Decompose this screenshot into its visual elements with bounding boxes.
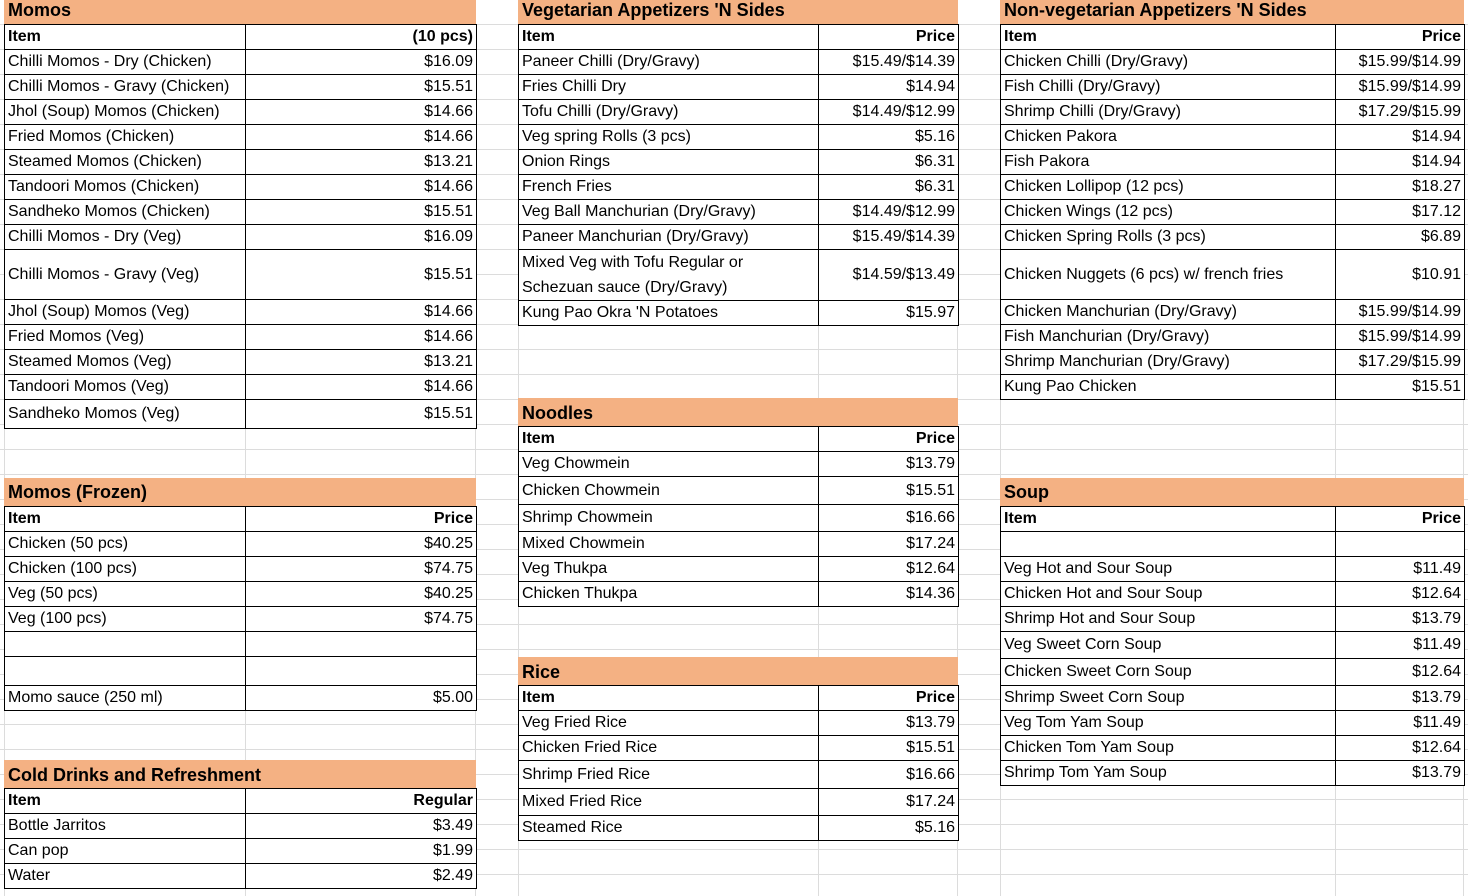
item-name-cell: Chilli Momos - Gravy (Chicken) — [5, 75, 246, 100]
table-header-row — [519, 686, 959, 711]
item-name-cell — [5, 632, 246, 657]
table-row — [519, 505, 959, 532]
table-row — [1001, 659, 1465, 686]
table-row — [5, 375, 477, 400]
table-row — [519, 125, 959, 150]
section-title: Non-vegetarian Appetizers 'N Sides — [1000, 0, 1464, 24]
item-price-cell: $14.66 — [246, 300, 477, 325]
table-row — [1001, 761, 1465, 786]
item-price-cell: $15.51 — [1336, 375, 1465, 400]
table-row — [1001, 632, 1465, 659]
section-title: Soup — [1000, 478, 1464, 506]
item-name-cell: Veg (50 pcs) — [5, 582, 246, 607]
item-name-cell: Chicken Wings (12 pcs) — [1001, 200, 1336, 225]
item-price-cell: $5.00 — [246, 686, 477, 711]
item-price-cell: $15.99/$14.99 — [1336, 75, 1465, 100]
column-header-price: (10 pcs) — [246, 25, 477, 50]
item-price-cell: $14.36 — [819, 582, 959, 607]
item-price-cell: $15.49/$14.39 — [819, 50, 959, 75]
item-name-cell: Chicken Hot and Sour Soup — [1001, 582, 1336, 607]
item-price-cell: $40.25 — [246, 532, 477, 557]
column-header-price: Price — [246, 507, 477, 532]
table-row — [519, 816, 959, 841]
rice-section — [518, 657, 958, 841]
menu-table — [1000, 506, 1465, 786]
item-price-cell: $15.99/$14.99 — [1336, 325, 1465, 350]
column-header-item: Item — [1001, 25, 1336, 50]
item-price-cell: $13.79 — [819, 711, 959, 736]
item-price-cell: $15.51 — [246, 250, 477, 300]
item-name-cell: Tofu Chilli (Dry/Gravy) — [519, 100, 819, 125]
table-row — [5, 225, 477, 250]
item-name-cell: Fries Chilli Dry — [519, 75, 819, 100]
item-name-cell: Steamed Momos (Chicken) — [5, 150, 246, 175]
nonveg-appetizers-section — [1000, 0, 1464, 400]
item-price-cell: $15.51 — [246, 400, 477, 429]
item-name-cell: Chicken Sweet Corn Soup — [1001, 659, 1336, 686]
item-price-cell: $14.94 — [1336, 150, 1465, 175]
item-name-cell: Veg Tom Yam Soup — [1001, 711, 1336, 736]
item-price-cell — [246, 657, 477, 686]
item-name-cell: Fried Momos (Chicken) — [5, 125, 246, 150]
item-name-cell: Veg Thukpa — [519, 557, 819, 582]
item-price-cell: $13.21 — [246, 150, 477, 175]
table-row — [1001, 300, 1465, 325]
table-row — [1001, 736, 1465, 761]
table-row — [1001, 532, 1465, 557]
table-row — [1001, 325, 1465, 350]
item-name-cell: Veg Chowmein — [519, 452, 819, 477]
table-row — [519, 75, 959, 100]
item-name-cell: Shrimp Tom Yam Soup — [1001, 761, 1336, 786]
table-header-row — [519, 25, 959, 50]
item-price-cell: $14.59/$13.49 — [819, 250, 959, 301]
item-price-cell: $1.99 — [246, 839, 477, 864]
item-name-cell: Kung Pao Okra 'N Potatoes — [519, 301, 819, 326]
item-price-cell: $14.66 — [246, 375, 477, 400]
table-row — [1001, 100, 1465, 125]
item-name-cell: Chilli Momos - Gravy (Veg) — [5, 250, 246, 300]
item-price-cell: $15.99/$14.99 — [1336, 300, 1465, 325]
item-price-cell: $13.79 — [1336, 761, 1465, 786]
item-name-cell: Sandheko Momos (Chicken) — [5, 200, 246, 225]
item-price-cell: $11.49 — [1336, 557, 1465, 582]
column-header-price: Price — [819, 427, 959, 452]
item-price-cell: $17.29/$15.99 — [1336, 350, 1465, 375]
table-row — [5, 200, 477, 225]
item-name-cell: Chicken (50 pcs) — [5, 532, 246, 557]
item-name-cell: Chicken Chowmein — [519, 477, 819, 505]
table-row — [519, 200, 959, 225]
table-row — [5, 864, 477, 889]
item-name-cell: Onion Rings — [519, 150, 819, 175]
item-price-cell: $6.31 — [819, 150, 959, 175]
table-row — [1001, 225, 1465, 250]
item-price-cell: $2.49 — [246, 864, 477, 889]
table-row — [5, 150, 477, 175]
item-name-cell: Steamed Rice — [519, 816, 819, 841]
item-name-cell: Veg spring Rolls (3 pcs) — [519, 125, 819, 150]
table-row — [1001, 607, 1465, 632]
item-price-cell: $14.94 — [1336, 125, 1465, 150]
column-header-price: Price — [819, 25, 959, 50]
table-row — [5, 557, 477, 582]
table-row — [519, 225, 959, 250]
table-row — [5, 300, 477, 325]
item-price-cell: $13.21 — [246, 350, 477, 375]
table-row — [1001, 711, 1465, 736]
item-price-cell: $14.66 — [246, 325, 477, 350]
item-name-cell: Fried Momos (Veg) — [5, 325, 246, 350]
table-row — [519, 711, 959, 736]
table-row — [5, 125, 477, 150]
item-name-cell: Fish Pakora — [1001, 150, 1336, 175]
noodles-section — [518, 398, 958, 607]
cold-drinks-section — [4, 760, 476, 889]
table-row — [1001, 125, 1465, 150]
table-row — [5, 250, 477, 300]
item-price-cell: $16.66 — [819, 761, 959, 789]
table-row — [5, 686, 477, 711]
item-name-cell: Jhol (Soup) Momos (Veg) — [5, 300, 246, 325]
item-price-cell: $74.75 — [246, 557, 477, 582]
item-name-cell: Can pop — [5, 839, 246, 864]
item-name-cell: Shrimp Manchurian (Dry/Gravy) — [1001, 350, 1336, 375]
item-name-cell: Chicken Pakora — [1001, 125, 1336, 150]
item-name-cell: Fish Manchurian (Dry/Gravy) — [1001, 325, 1336, 350]
section-title: Rice — [518, 657, 958, 685]
column-header-item: Item — [5, 789, 246, 814]
item-price-cell: $12.64 — [1336, 659, 1465, 686]
menu-table — [4, 506, 477, 711]
item-name-cell: Veg Fried Rice — [519, 711, 819, 736]
table-row — [1001, 50, 1465, 75]
item-name-cell: Chicken Thukpa — [519, 582, 819, 607]
table-row — [519, 100, 959, 125]
column-header-price: Regular — [246, 789, 477, 814]
table-row — [519, 452, 959, 477]
column-header-price: Price — [1336, 507, 1465, 532]
item-name-cell: Chicken Manchurian (Dry/Gravy) — [1001, 300, 1336, 325]
item-name-cell: Shrimp Chilli (Dry/Gravy) — [1001, 100, 1336, 125]
veg-appetizers-section — [518, 0, 958, 326]
item-price-cell: $6.31 — [819, 175, 959, 200]
table-row — [5, 839, 477, 864]
item-price-cell: $17.29/$15.99 — [1336, 100, 1465, 125]
table-row — [519, 150, 959, 175]
item-price-cell: $17.12 — [1336, 200, 1465, 225]
table-row — [519, 175, 959, 200]
item-price-cell: $14.49/$12.99 — [819, 100, 959, 125]
item-name-cell: Chicken (100 pcs) — [5, 557, 246, 582]
table-header-row — [5, 25, 477, 50]
item-name-cell: Jhol (Soup) Momos (Chicken) — [5, 100, 246, 125]
item-name-cell: Tandoori Momos (Chicken) — [5, 175, 246, 200]
table-row — [1001, 150, 1465, 175]
item-name-cell: Shrimp Fried Rice — [519, 761, 819, 789]
item-price-cell: $13.79 — [819, 452, 959, 477]
table-row — [519, 789, 959, 816]
item-price-cell: $14.94 — [819, 75, 959, 100]
section-title: Noodles — [518, 398, 958, 426]
table-row — [1001, 175, 1465, 200]
table-row — [1001, 75, 1465, 100]
item-name-cell: Water — [5, 864, 246, 889]
item-price-cell: $16.09 — [246, 50, 477, 75]
item-name-cell: Steamed Momos (Veg) — [5, 350, 246, 375]
item-price-cell: $13.79 — [1336, 607, 1465, 632]
item-name-cell: Chicken Nuggets (6 pcs) w/ french fries — [1001, 250, 1336, 300]
item-name-cell: Chicken Chilli (Dry/Gravy) — [1001, 50, 1336, 75]
item-price-cell — [246, 632, 477, 657]
table-row — [5, 50, 477, 75]
menu-table — [518, 24, 959, 326]
table-row — [5, 325, 477, 350]
item-price-cell: $14.49/$12.99 — [819, 200, 959, 225]
column-header-item: Item — [519, 686, 819, 711]
table-header-row — [1001, 25, 1465, 50]
item-price-cell: $15.51 — [246, 200, 477, 225]
item-price-cell: $14.66 — [246, 125, 477, 150]
table-header-row — [5, 507, 477, 532]
table-header-row — [5, 789, 477, 814]
table-row — [1001, 582, 1465, 607]
item-price-cell: $12.64 — [1336, 736, 1465, 761]
table-row — [5, 657, 477, 686]
item-name-cell: Veg Sweet Corn Soup — [1001, 632, 1336, 659]
item-price-cell: $15.97 — [819, 301, 959, 326]
table-row — [5, 75, 477, 100]
table-row — [519, 557, 959, 582]
item-price-cell: $16.66 — [819, 505, 959, 532]
table-row — [5, 175, 477, 200]
table-row — [1001, 350, 1465, 375]
table-row — [519, 301, 959, 326]
item-name-cell: Fish Chilli (Dry/Gravy) — [1001, 75, 1336, 100]
table-row — [5, 632, 477, 657]
item-name-cell: Veg (100 pcs) — [5, 607, 246, 632]
table-row — [519, 532, 959, 557]
item-price-cell: $12.64 — [1336, 582, 1465, 607]
item-name-cell: Veg Hot and Sour Soup — [1001, 557, 1336, 582]
item-price-cell: $15.51 — [246, 75, 477, 100]
table-header-row — [519, 427, 959, 452]
table-row — [519, 50, 959, 75]
item-price-cell: $17.24 — [819, 532, 959, 557]
item-price-cell: $15.49/$14.39 — [819, 225, 959, 250]
section-title: Cold Drinks and Refreshment — [4, 760, 476, 788]
item-price-cell: $17.24 — [819, 789, 959, 816]
item-name-cell: Momo sauce (250 ml) — [5, 686, 246, 711]
table-row — [519, 761, 959, 789]
item-name-cell: Bottle Jarritos — [5, 814, 246, 839]
table-row — [519, 250, 959, 301]
table-row — [5, 400, 477, 429]
item-name-cell: Kung Pao Chicken — [1001, 375, 1336, 400]
item-name-cell: Shrimp Chowmein — [519, 505, 819, 532]
item-price-cell: $11.49 — [1336, 711, 1465, 736]
item-price-cell: $10.91 — [1336, 250, 1465, 300]
table-row — [5, 607, 477, 632]
item-name-cell: Shrimp Hot and Sour Soup — [1001, 607, 1336, 632]
soup-section — [1000, 478, 1464, 786]
item-price-cell: $12.64 — [819, 557, 959, 582]
item-price-cell: $3.49 — [246, 814, 477, 839]
column-header-item: Item — [1001, 507, 1336, 532]
item-name-cell: Tandoori Momos (Veg) — [5, 375, 246, 400]
item-name-cell: Chicken Spring Rolls (3 pcs) — [1001, 225, 1336, 250]
item-name-cell: Chilli Momos - Dry (Veg) — [5, 225, 246, 250]
section-title: Momos — [4, 0, 476, 24]
item-price-cell: $15.51 — [819, 477, 959, 505]
item-price-cell: $5.16 — [819, 125, 959, 150]
section-title: Momos (Frozen) — [4, 478, 476, 506]
table-row — [519, 477, 959, 505]
item-name-cell: Veg Ball Manchurian (Dry/Gravy) — [519, 200, 819, 225]
table-row — [519, 582, 959, 607]
item-name-cell: Chicken Tom Yam Soup — [1001, 736, 1336, 761]
table-row — [1001, 557, 1465, 582]
item-price-cell: $16.09 — [246, 225, 477, 250]
item-name-cell: Paneer Chilli (Dry/Gravy) — [519, 50, 819, 75]
section-title: Vegetarian Appetizers 'N Sides — [518, 0, 958, 24]
item-price-cell: $6.89 — [1336, 225, 1465, 250]
item-name-cell: Sandheko Momos (Veg) — [5, 400, 246, 429]
column-header-item: Item — [5, 25, 246, 50]
menu-table — [1000, 24, 1465, 400]
table-row — [5, 532, 477, 557]
column-header-price: Price — [819, 686, 959, 711]
momos-section — [4, 0, 476, 429]
menu-table — [518, 685, 959, 841]
item-name-cell: Shrimp Sweet Corn Soup — [1001, 686, 1336, 711]
table-row — [5, 582, 477, 607]
table-row — [519, 736, 959, 761]
table-row — [1001, 200, 1465, 225]
menu-table — [4, 788, 477, 889]
item-price-cell: $14.66 — [246, 175, 477, 200]
item-name-cell: Paneer Manchurian (Dry/Gravy) — [519, 225, 819, 250]
item-price-cell — [1336, 532, 1465, 557]
column-header-item: Item — [5, 507, 246, 532]
menu-table — [518, 426, 959, 607]
column-header-item: Item — [519, 427, 819, 452]
menu-table — [4, 24, 477, 429]
item-name-cell: Chilli Momos - Dry (Chicken) — [5, 50, 246, 75]
column-header-price: Price — [1336, 25, 1465, 50]
column-header-item: Item — [519, 25, 819, 50]
item-price-cell: $40.25 — [246, 582, 477, 607]
item-name-cell: Mixed Chowmein — [519, 532, 819, 557]
item-name-cell: Mixed Veg with Tofu Regular or Schezuan sauce (Dry/Gravy) — [519, 250, 819, 301]
item-price-cell: $11.49 — [1336, 632, 1465, 659]
table-row — [5, 814, 477, 839]
item-price-cell: $15.99/$14.99 — [1336, 50, 1465, 75]
item-price-cell: $18.27 — [1336, 175, 1465, 200]
item-name-cell — [1001, 532, 1336, 557]
item-name-cell: Chicken Fried Rice — [519, 736, 819, 761]
item-name-cell: Mixed Fried Rice — [519, 789, 819, 816]
table-row — [5, 100, 477, 125]
item-price-cell: $14.66 — [246, 100, 477, 125]
item-price-cell: $5.16 — [819, 816, 959, 841]
table-row — [5, 350, 477, 375]
table-row — [1001, 686, 1465, 711]
table-row — [1001, 375, 1465, 400]
item-price-cell: $74.75 — [246, 607, 477, 632]
item-name-cell: Chicken Lollipop (12 pcs) — [1001, 175, 1336, 200]
item-price-cell: $15.51 — [819, 736, 959, 761]
item-price-cell: $13.79 — [1336, 686, 1465, 711]
frozen-momos-section — [4, 478, 476, 711]
table-header-row — [1001, 507, 1465, 532]
item-name-cell — [5, 657, 246, 686]
item-name-cell: French Fries — [519, 175, 819, 200]
table-row — [1001, 250, 1465, 300]
